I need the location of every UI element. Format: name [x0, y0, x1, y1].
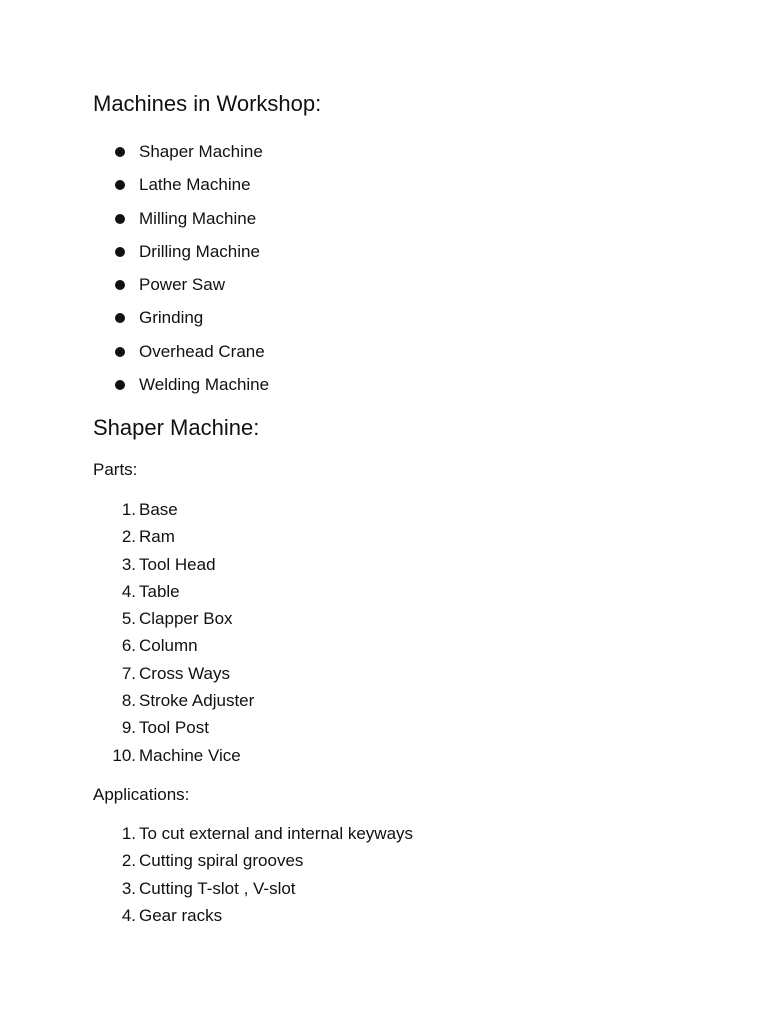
- machine-name: Power Saw: [139, 275, 225, 295]
- item-number: 10.: [112, 745, 136, 765]
- list-item: [0, 581, 768, 603]
- bullet-icon: [115, 180, 125, 190]
- list-item: [0, 241, 768, 263]
- machine-name: Drilling Machine: [139, 241, 260, 261]
- item-number: 3.: [121, 878, 136, 898]
- part-name: Column: [139, 636, 198, 656]
- list-item: [0, 526, 768, 548]
- bullet-icon: [115, 280, 125, 290]
- list-item: [0, 823, 768, 845]
- list-item: [0, 307, 768, 329]
- shaper-heading: Shaper Machine:: [93, 415, 260, 440]
- list-item: [0, 663, 768, 685]
- item-number: 4.: [121, 905, 136, 925]
- list-item: [0, 905, 768, 927]
- list-item: [0, 850, 768, 872]
- machine-name: Shaper Machine: [139, 142, 263, 161]
- item-number: 8.: [121, 691, 136, 711]
- bullet-icon: [115, 313, 125, 323]
- application-text: Cutting spiral grooves: [139, 851, 304, 871]
- item-number: 1.: [121, 500, 136, 519]
- machine-name: Welding Machine: [139, 375, 270, 395]
- part-name: Base: [139, 500, 178, 519]
- item-number: 2.: [121, 851, 136, 871]
- bullet-icon: [115, 214, 125, 224]
- item-number: 3.: [121, 554, 136, 574]
- list-item: [0, 499, 768, 521]
- part-name: Clapper Box: [139, 609, 233, 629]
- list-item: [0, 878, 768, 900]
- machine-name: Milling Machine: [139, 208, 257, 228]
- part-name: Tool Post: [139, 718, 209, 738]
- item-number: 9.: [121, 718, 136, 738]
- list-item: [0, 141, 768, 163]
- list-item: [0, 554, 768, 576]
- parts-list: [0, 499, 768, 772]
- item-number: 7.: [121, 663, 136, 683]
- part-name: Cross Ways: [139, 663, 230, 683]
- list-item: [0, 635, 768, 657]
- bullet-icon: [115, 147, 125, 157]
- item-number: 1.: [121, 824, 136, 843]
- list-item: [0, 745, 768, 767]
- application-text: Cutting T-slot , V-slot: [139, 878, 296, 898]
- list-item: [0, 174, 768, 196]
- application-text: To cut external and internal keyways: [139, 824, 414, 843]
- machines-heading: Machines in Workshop:: [93, 91, 322, 116]
- applications-label: Applications:: [93, 785, 190, 804]
- list-item: [0, 608, 768, 630]
- bullet-icon: [115, 347, 125, 357]
- list-item: [0, 341, 768, 363]
- list-item: [0, 717, 768, 739]
- part-name: Stroke Adjuster: [139, 691, 255, 711]
- part-name: Machine Vice: [139, 745, 241, 765]
- applications-list: [0, 823, 768, 932]
- machines-list: [0, 141, 768, 407]
- list-item: [0, 274, 768, 296]
- list-item: [0, 208, 768, 230]
- application-text: Gear racks: [139, 905, 223, 925]
- part-name: Table: [139, 581, 180, 601]
- bullet-icon: [115, 247, 125, 257]
- parts-label: Parts:: [93, 460, 138, 479]
- item-number: 2.: [121, 527, 136, 547]
- machine-name: Lathe Machine: [139, 175, 251, 195]
- item-number: 6.: [121, 636, 136, 656]
- bullet-icon: [115, 380, 125, 390]
- part-name: Ram: [139, 527, 175, 547]
- list-item: [0, 690, 768, 712]
- part-name: Tool Head: [139, 554, 216, 574]
- list-item: [0, 374, 768, 396]
- machine-name: Grinding: [139, 308, 204, 328]
- machine-name: Overhead Crane: [139, 341, 265, 361]
- item-number: 5.: [121, 609, 136, 629]
- item-number: 4.: [121, 581, 136, 601]
